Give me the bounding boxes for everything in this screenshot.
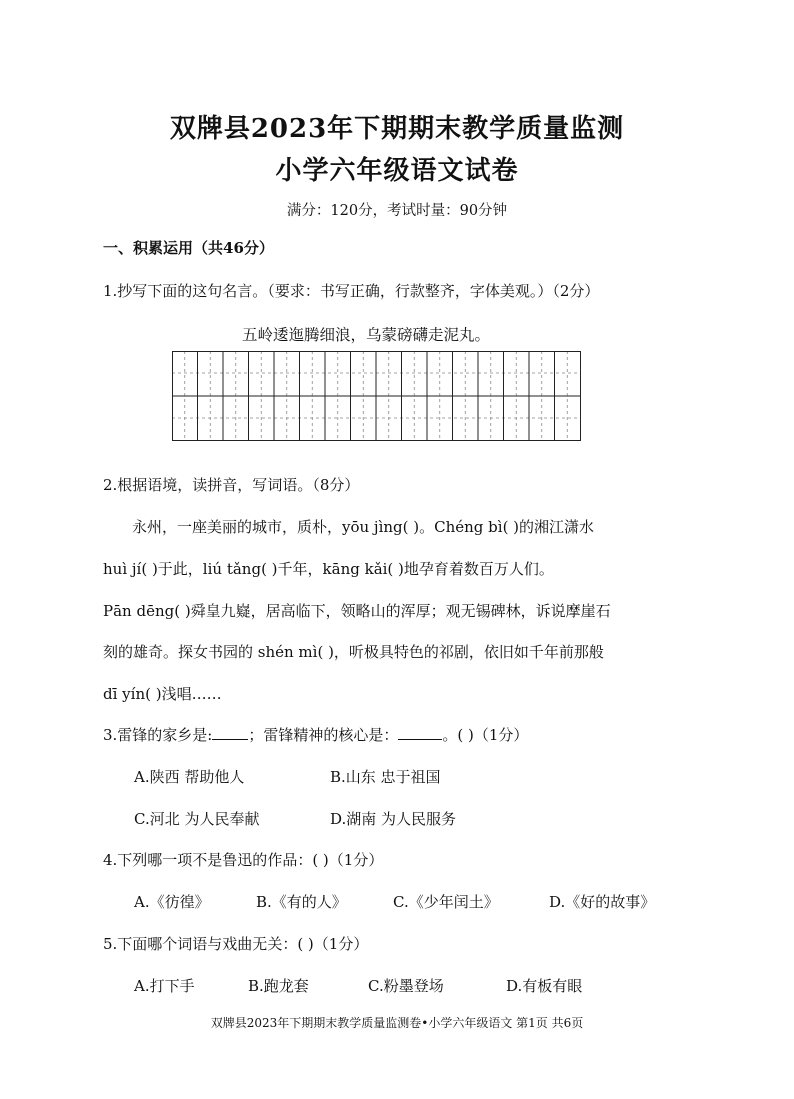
option-b: B.山东 忠于祖国 [330,768,441,786]
option-c: C.《少年闰土》 [393,893,499,911]
section-heading: 一、积累运用（共46分） [103,239,274,257]
answer-blank[interactable] [398,724,442,740]
quote-text: 五岭逶迤腾细浪，乌蒙磅礴走泥丸。 [242,326,491,344]
question-5: 5.下面哪个词语与戏曲无关：( )（1分） [103,935,369,953]
score-info: 满分：120分，考试时量：90分钟 [286,203,508,219]
question-3-part-a: 3.雷锋的家乡是: [103,726,213,744]
passage-line-3: Pān dēng( )舜皇九嶷，居高临下，领略山的浑厚；观无锡碑林，诉说摩崖石 [103,602,611,620]
question-1: 1.抄写下面的这句名言。（要求：书写正确，行款整齐，字体美观。）（2分） [103,282,600,300]
passage-line-4: 刻的雄奇。探女书园的 shén mì( )，听极具特色的祁剧，依旧如千年前那般 [103,643,604,661]
option-d: D.有板有眼 [506,977,583,995]
answer-blank[interactable] [212,724,248,740]
option-a: A.打下手 [134,977,195,995]
passage-line-5: dī yín( )浅唱…… [103,685,222,703]
page-footer: 双牌县2023年下期期末教学质量监测卷•小学六年级语文 第1页 共6页 [210,1016,584,1030]
passage-line-2: huì jí( )于此，liú tǎng( )千年，kāng kǎi( )地孕育着数百万人们。 [103,560,554,578]
question-4: 4.下列哪一项不是鲁迅的作品：( )（1分） [103,851,384,869]
option-d: D.湖南 为人民服务 [330,810,457,828]
question-3-part-b: ；雷锋精神的核心是： [248,726,399,744]
option-a: A.陕西 帮助他人 [134,768,245,786]
option-c: C.粉墨登场 [368,977,444,995]
option-b: B.跑龙套 [248,977,309,995]
option-a: A.《彷徨》 [134,893,210,911]
question-3 [103,724,528,745]
exam-subject-title: 小学六年级语文试卷 [275,156,519,186]
option-b: B.《有的人》 [256,893,347,911]
option-c: C.河北 为人民奉献 [134,810,260,828]
question-3-part-c: 。( )（1分） [442,726,529,744]
passage-line-1: 永州，一座美丽的城市，质朴，yōu jìng( )。Chéng bì( )的湘江潇水 [132,518,595,536]
option-d: D.《好的故事》 [549,893,656,911]
writing-grid[interactable] [172,351,582,443]
question-2: 2.根据语境，读拼音，写词语。（8分） [103,476,360,494]
exam-title: 双牌县2023年下期期末教学质量监测 [169,114,625,144]
